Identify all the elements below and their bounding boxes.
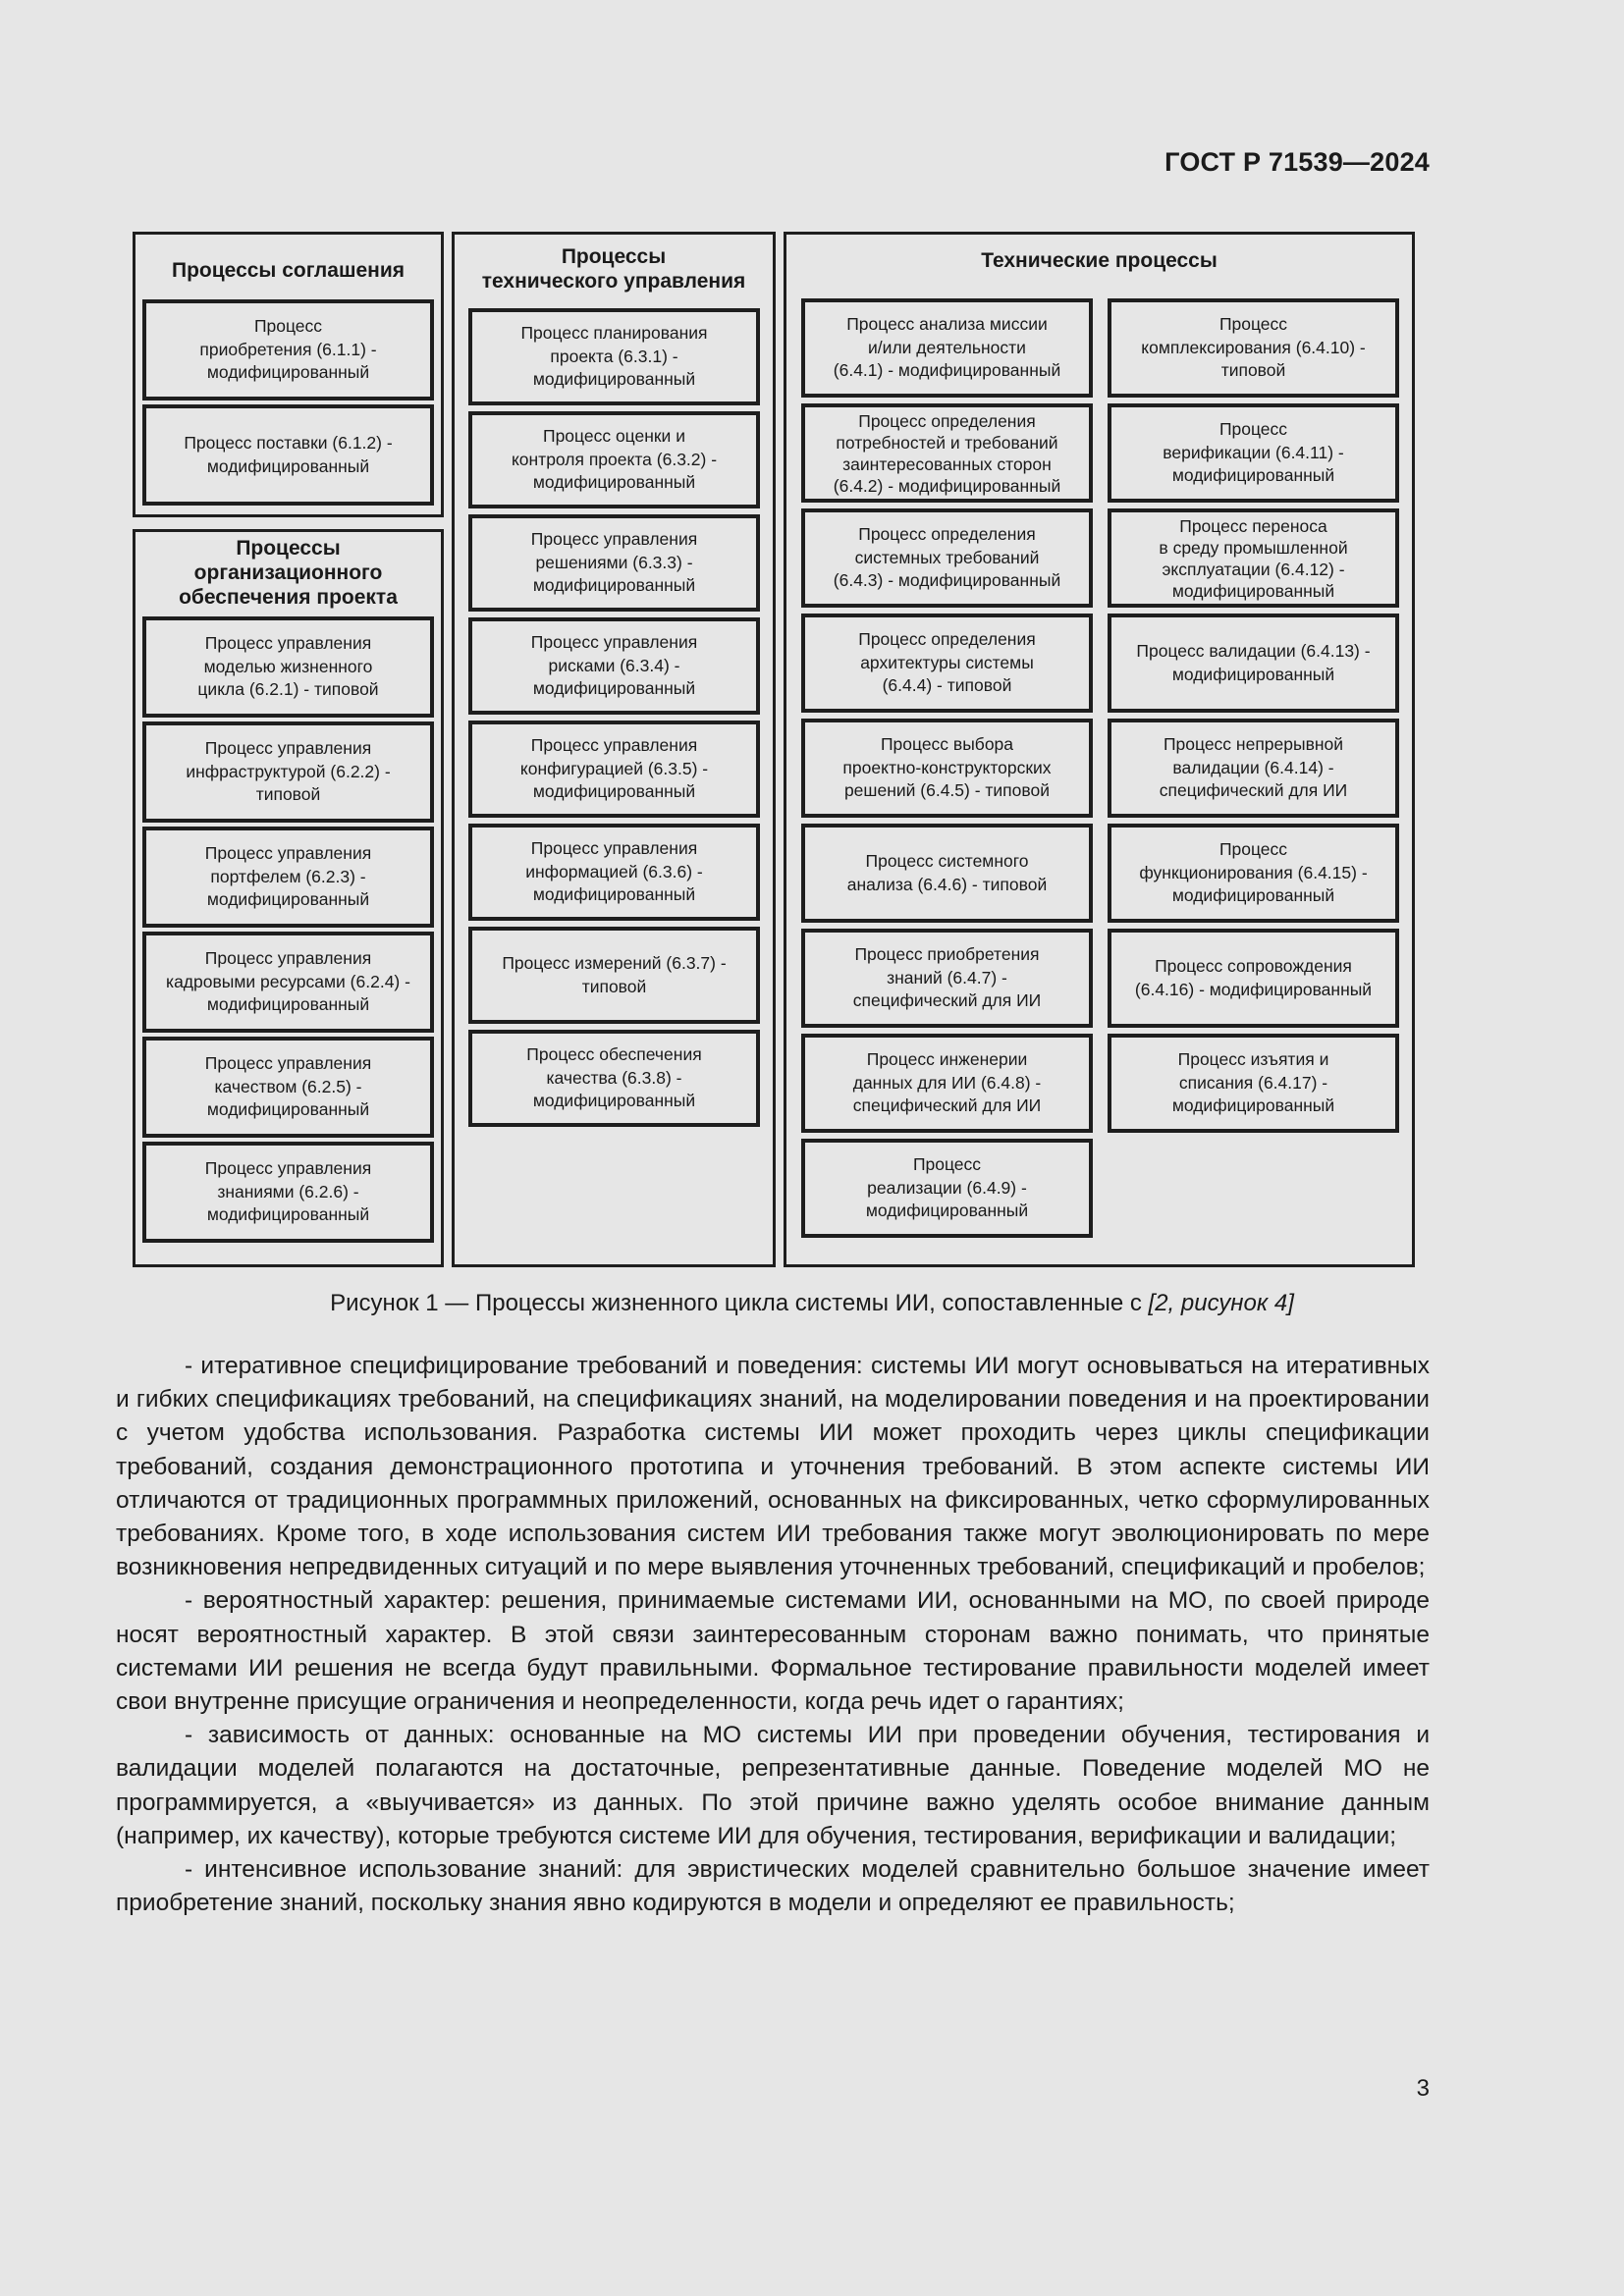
paragraph: - зависимость от данных: основанные на МО системы ИИ при проведении обучения, тестирования и валидации моделей полагаются на достаточные, репрезентативные данные. Поведение моделей МО не программируется, а «выучивается» из данных. По этой причине важно уделять особое внимание данным (например, их качеству), которые требуются системе ИИ для обучения, тестирования, верификации и валидации; bbox=[116, 1722, 1430, 1849]
caption-reference: [2, рисунок 4] bbox=[1148, 1290, 1294, 1316]
process-box: Процесс сопровождения (6.4.16) - модифицированный bbox=[1108, 929, 1399, 1028]
process-box: Процесс обеспечения качества (6.3.8) - модифицированный bbox=[468, 1030, 760, 1127]
process-box: Процесс управления информацией (6.3.6) - модифицированный bbox=[468, 824, 760, 921]
paragraph: - итеративное специфицирование требований и поведения: системы ИИ могут основываться на итеративных и гибких спецификациях требований, на спецификациях знаний, на моделировании поведения и на проектировании с учетом удобства использования. Разработка системы ИИ может проходить через циклы спецификации требований, создания демонстрационного прототипа и уточнения требований. В этом аспекте системы ИИ отличаются от традиционных программных приложений, основанных на фиксированных, четко сформулированных требованиях. Кроме того, в ходе использования систем ИИ требования также могут эволюционировать по мере возникновения непредвиденных ситуаций и по мере выявления уточненных требований, спецификаций и пробелов; bbox=[116, 1353, 1430, 1581]
process-box: Процесс поставки (6.1.2) - модифицированный bbox=[142, 404, 434, 506]
process-box: Процесс функционирования (6.4.15) - модифицированный bbox=[1108, 824, 1399, 923]
process-box: Процесс управления качеством (6.2.5) - модифицированный bbox=[142, 1037, 434, 1138]
process-box: Процесс верификации (6.4.11) - модифицированный bbox=[1108, 403, 1399, 503]
process-box: Процесс инженерии данных для ИИ (6.4.8) - специфический для ИИ bbox=[801, 1034, 1093, 1133]
paragraph: - интенсивное использование знаний: для эвристических моделей сравнительно большое значение имеет приобретение знаний, поскольку знания явно кодируются в модели и определяют ее правильность; bbox=[116, 1856, 1430, 1917]
panel-title: Процессы соглашения bbox=[172, 259, 405, 282]
figure-caption bbox=[0, 1290, 1624, 1317]
process-box: Процесс управления знаниями (6.2.6) - модифицированный bbox=[142, 1142, 434, 1243]
process-box: Процесс управления портфелем (6.2.3) - модифицированный bbox=[142, 827, 434, 928]
body-text bbox=[116, 1350, 1430, 1920]
panel-title: Технические процессы bbox=[981, 249, 1218, 272]
process-box: Процесс изъятия и списания (6.4.17) - модифицированный bbox=[1108, 1034, 1399, 1133]
process-box: Процесс валидации (6.4.13) - модифицированный bbox=[1108, 614, 1399, 713]
process-box: Процесс системного анализа (6.4.6) - типовой bbox=[801, 824, 1093, 923]
process-box: Процесс определения потребностей и требований заинтересованных сторон (6.4.2) - модифицированный bbox=[801, 403, 1093, 503]
process-box: Процесс планирования проекта (6.3.1) - модифицированный bbox=[468, 308, 760, 405]
process-box: Процесс определения системных требований (6.4.3) - модифицированный bbox=[801, 508, 1093, 608]
process-box: Процесс управления инфраструктурой (6.2.2) - типовой bbox=[142, 721, 434, 823]
process-box: Процесс комплексирования (6.4.10) - типовой bbox=[1108, 298, 1399, 398]
document-standard-number: ГОСТ Р 71539—2024 bbox=[1164, 147, 1430, 177]
process-box: Процесс измерений (6.3.7) - типовой bbox=[468, 927, 760, 1024]
paragraph: - вероятностный характер: решения, принимаемые системами ИИ, основанными на МО, по своей природе носят вероятностный характер. В этой связи заинтересованным сторонам важно понимать, что принятые системами ИИ решения не всегда будут правильными. Формальное тестирование правильности моделей имеет свои внутренне присущие ограничения и неопределенности, когда речь идет о гарантиях; bbox=[116, 1587, 1430, 1716]
process-box: Процесс выбора проектно-конструкторских решений (6.4.5) - типовой bbox=[801, 719, 1093, 818]
process-box: Процесс оценки и контроля проекта (6.3.2) - модифицированный bbox=[468, 411, 760, 508]
caption-text: Рисунок 1 — Процессы жизненного цикла системы ИИ, сопоставленные с bbox=[330, 1290, 1149, 1316]
panel-technical-processes bbox=[784, 232, 1415, 1267]
process-box: Процесс непрерывной валидации (6.4.14) - специфический для ИИ bbox=[1108, 719, 1399, 818]
page-number: 3 bbox=[1416, 2075, 1430, 2102]
panel-title: Процессы технического управления bbox=[481, 245, 746, 293]
panel-title: Процессы организационного обеспечения проекта bbox=[179, 537, 398, 609]
panel-organizational-processes bbox=[133, 529, 444, 1267]
process-box: Процесс приобретения знаний (6.4.7) - специфический для ИИ bbox=[801, 929, 1093, 1028]
process-box: Процесс анализа миссии и/или деятельности (6.4.1) - модифицированный bbox=[801, 298, 1093, 398]
process-box: Процесс управления кадровыми ресурсами (6.2.4) - модифицированный bbox=[142, 932, 434, 1033]
process-box: Процесс реализации (6.4.9) - модифицированный bbox=[801, 1139, 1093, 1238]
panel-agreement-processes bbox=[133, 232, 444, 517]
process-box: Процесс управления конфигурацией (6.3.5) - модифицированный bbox=[468, 721, 760, 818]
process-box: Процесс управления рисками (6.3.4) - модифицированный bbox=[468, 617, 760, 715]
process-box: Процесс определения архитектуры системы (6.4.4) - типовой bbox=[801, 614, 1093, 713]
process-box: Процесс приобретения (6.1.1) - модифицированный bbox=[142, 299, 434, 400]
process-box: Процесс переноса в среду промышленной эксплуатации (6.4.12) - модифицированный bbox=[1108, 508, 1399, 608]
panel-technical-management-processes bbox=[452, 232, 776, 1267]
process-box: Процесс управления решениями (6.3.3) - модифицированный bbox=[468, 514, 760, 612]
process-box: Процесс управления моделью жизненного цикла (6.2.1) - типовой bbox=[142, 616, 434, 718]
